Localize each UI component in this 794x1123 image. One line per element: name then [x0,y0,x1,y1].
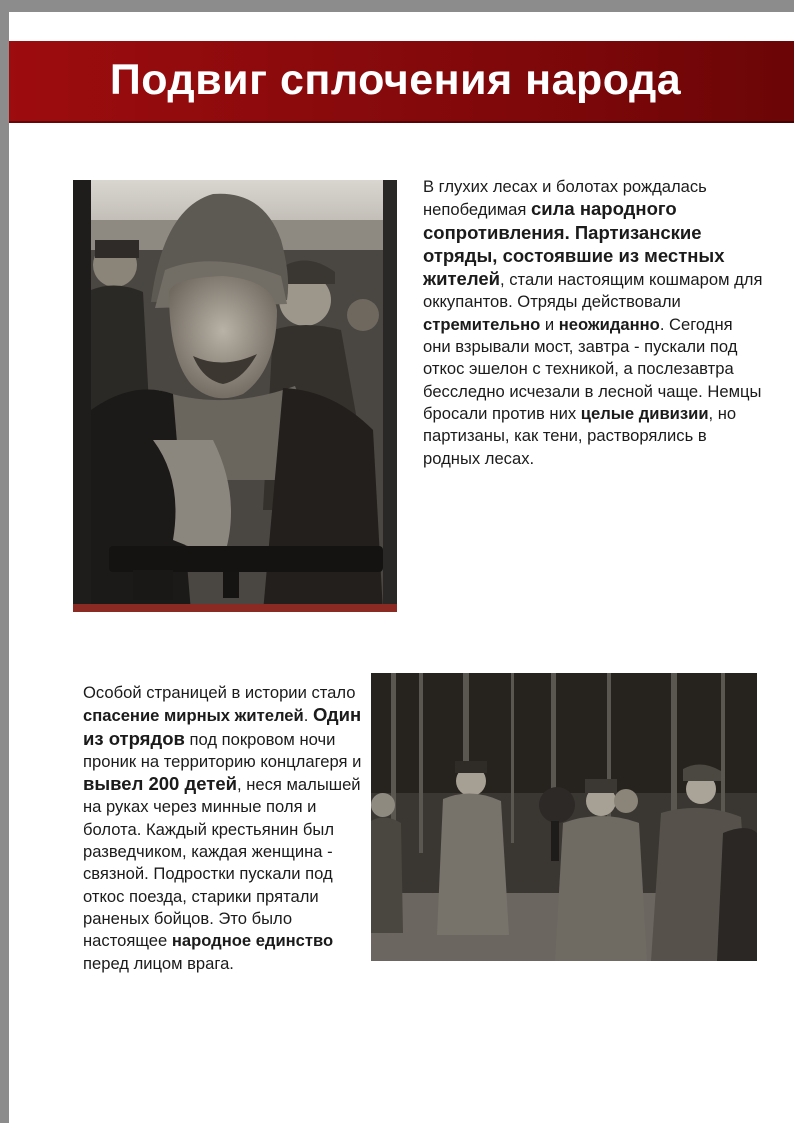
text-segment: , неся малышей на руках через минные поля и болота. Каждый крестьянин был разведчиком, каждая женщина - связной. Подростки пускали под откос поезда, старики прятали раненых бойцов. Это было настоящее [83,775,361,951]
text-segment: В глухих лесах и болотах рождалась непобедимая [423,177,707,220]
bold-text: целые дивизии [580,403,709,423]
text-segment: . Сегодня они взрывали мост, завтра - пускали под откос эшелон с техникой, а послезавтра бесследно исчезали в лесной чаще. Немцы бросали против них [423,314,762,423]
text-segment: , но партизаны, как тени, растворялись в родных лесах. [423,403,737,468]
bold-text: Один из отрядов [83,704,362,749]
partisans-in-forest-photo [371,673,757,961]
text-segment: . [303,706,313,726]
text-segment: под покровом ночи проник на территорию концлагеря и [83,729,362,771]
bold-text: сила народного сопротивления. Партизанские отряды, состоявшие из местных жителей [423,198,725,290]
bold-text: народное единство [171,931,334,951]
partisans-in-forest-photo-image [371,673,757,961]
text-segment: и [540,314,559,334]
bold-text: неожиданно [558,314,660,334]
text-segment: , стали настоящим кошмаром для оккупантов. Отряды действовали [423,270,763,312]
partisans-portrait-photo [73,180,397,612]
page-title: Подвиг сплочения народа [109,55,682,104]
partisan-resistance-text [423,176,763,470]
title-banner [9,41,794,123]
page-sheet [9,12,794,1123]
text-segment: перед лицом врага. [83,953,234,973]
partisans-portrait-photo-image [73,180,397,612]
bold-text: вывел 200 детей [83,773,237,795]
civilian-rescue-text [83,682,373,975]
bold-text: спасение мирных жителей [83,706,304,726]
bold-text: стремительно [423,314,541,334]
text-segment: Особой страницей в истории стало [83,683,356,702]
